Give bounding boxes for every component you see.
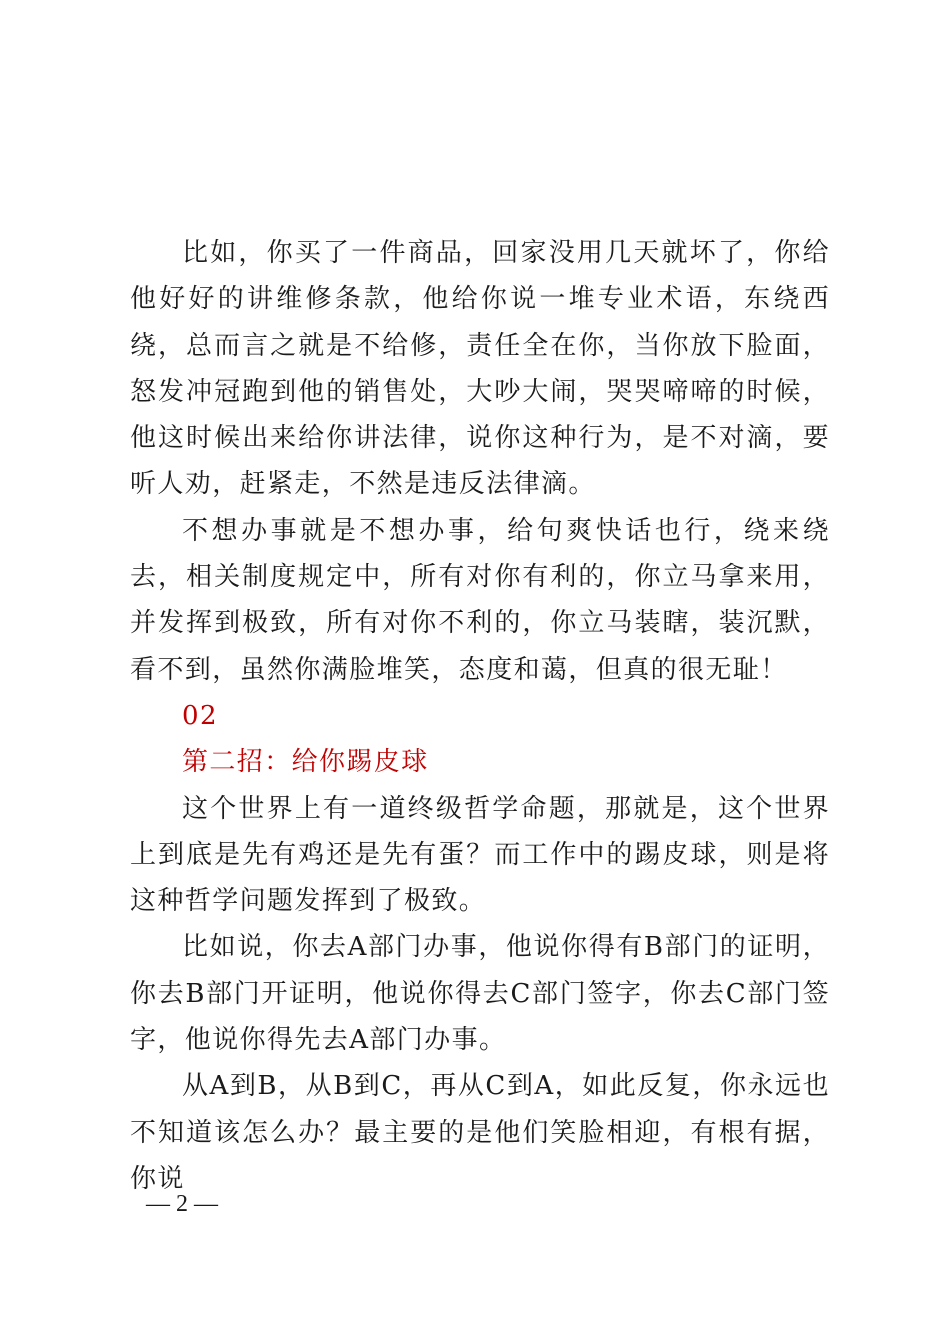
section-number: 02: [182, 700, 218, 731]
paragraph: 从A到B，从B到C，再从C到A，如此反复，你永远也不知道该怎么办？最主要的是他们笑脸相迎，有根有据，你说: [130, 1071, 830, 1194]
section-title: 第二招：给你踢皮球: [182, 747, 429, 778]
paragraph: 这个世界上有一道终级哲学命题，那就是，这个世界上到底是先有鸡还是先有蛋？而工作中的踢皮球，则是将这种哲学问题发挥到了极致。: [130, 793, 830, 917]
page-number: — 2 —: [146, 1191, 218, 1217]
paragraph: 比如，你买了一件商品，回家没用几天就坏了，你给他好好的讲维修条款，他给你说一堆专业术语，东绕西绕，总而言之就是不给修，责任全在你，当你放下脸面，怒发冲冠跑到他的销售处，大吵大闹，哭哭啼啼的时候，他这时候出来给你讲法律，说你这种行为，是不对滴，要听人劝，赶紧走，不然是违反法律滴。: [130, 238, 830, 500]
paragraph: 比如说，你去A部门办事，他说你得有B部门的证明，你去B部门开证明，他说你得去C部门签字，你去C部门签字，他说你得先去A部门办事。: [130, 932, 830, 1056]
paragraph: 不想办事就是不想办事，给句爽快话也行，绕来绕去，相关制度规定中，所有对你有利的，你立马拿来用，并发挥到极致，所有对你不利的，你立马装瞎，装沉默，看不到，虽然你满脸堆笑，态度和蔼，但真的很无耻！: [130, 515, 830, 685]
document-body: [130, 230, 830, 1202]
